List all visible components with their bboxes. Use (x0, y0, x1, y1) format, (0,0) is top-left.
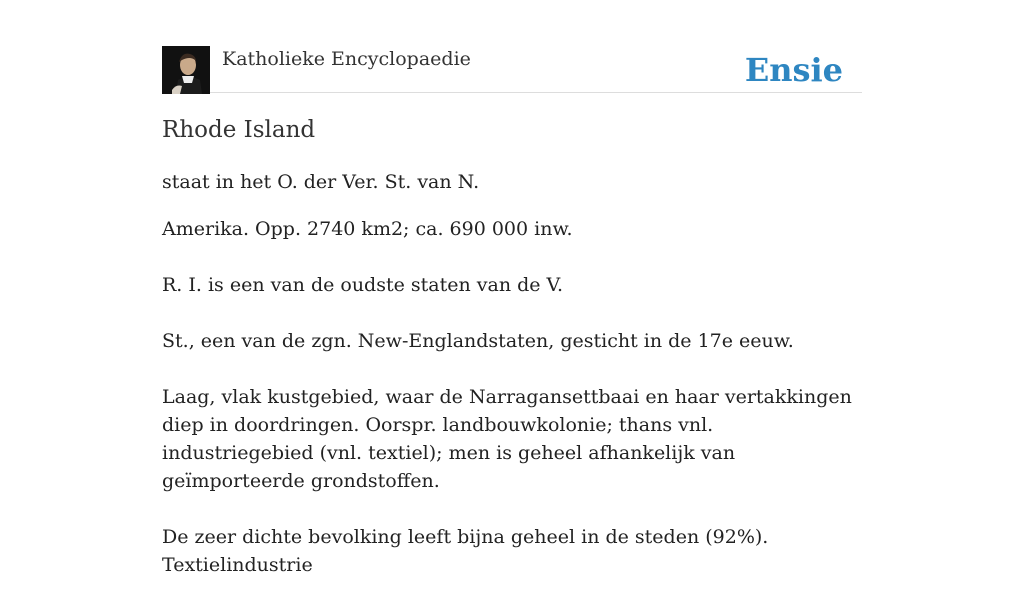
ensie-logo[interactable]: Ensie (744, 51, 843, 89)
entry-paragraph: St., een van de zgn. New-Englandstaten, gesticht in de 17e eeuw. (162, 330, 794, 352)
entry-body (162, 215, 862, 607)
source-header (162, 44, 862, 93)
entry-paragraph: Amerika. Opp. 2740 km2; ca. 690 000 inw. (162, 218, 573, 240)
article-page (162, 0, 862, 576)
encyclopedia-name[interactable]: Katholieke Encyclopaedie (222, 48, 471, 70)
entry-paragraph: Laag, vlak kustgebied, waar de Narragansettbaai en haar vertakkingen diep in doordringen. Oorspr. landbouwkolonie; thans vnl. industriegebied (vnl. textiel); men is geheel afhankelijk van geïmporteerde grondstoffen. (162, 386, 852, 492)
portrait-avatar-icon[interactable] (162, 46, 210, 94)
entry-paragraph: R. I. is een van de oudste staten van de V. (162, 274, 563, 296)
entry-title: Rhode Island (162, 117, 316, 143)
entry-lead: staat in het O. der Ver. St. van N. (162, 171, 480, 193)
entry-paragraph: De zeer dichte bevolking leeft bijna geheel in de steden (92%). Textielindustrie (162, 526, 769, 576)
